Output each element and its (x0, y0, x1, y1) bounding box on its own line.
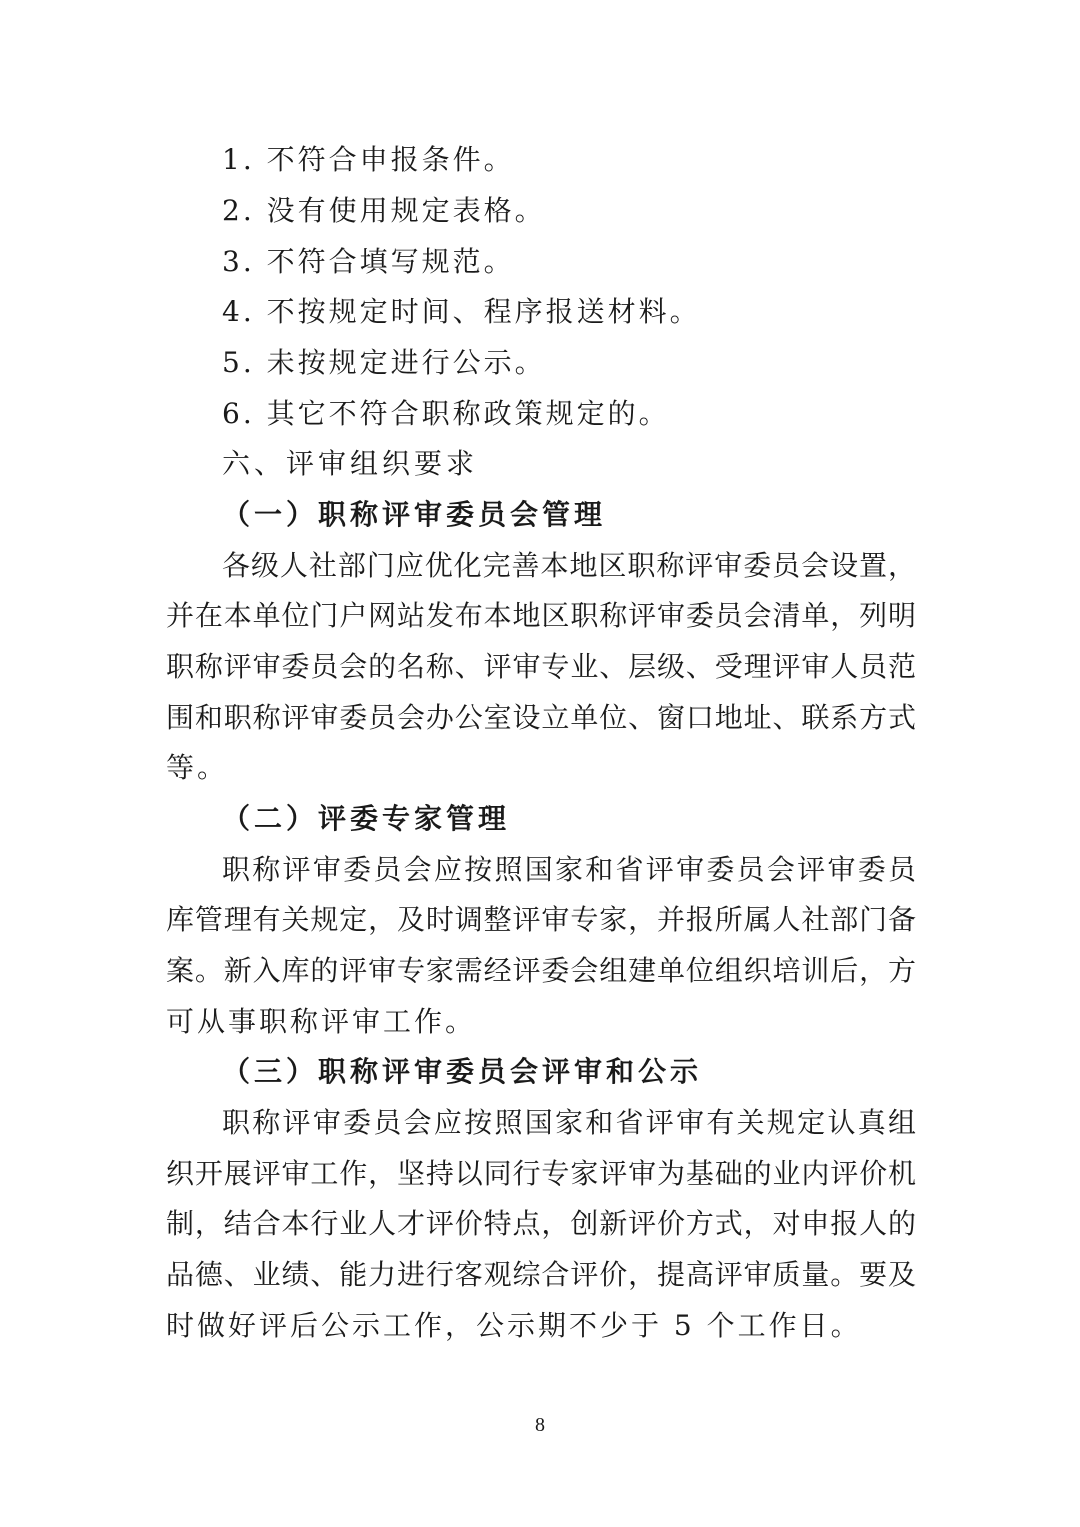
paragraph-1-line-5: 等。 (166, 751, 229, 784)
subsection-title-1: （一）职称评审委员会管理 (222, 498, 607, 531)
list-item-4: 4. 不按规定时间、程序报送材料。 (222, 295, 701, 328)
page-number: 8 (535, 1414, 545, 1436)
paragraph-3-line-5: 时做好评后公示工作，公示期不少于 5 个工作日。 (166, 1309, 862, 1342)
paragraph-1-line-4: 围和职称评审委员会办公室设立单位、窗口地址、联系方式 (166, 701, 916, 734)
list-item-2: 2. 没有使用规定表格。 (222, 194, 546, 227)
paragraph-3-line-3: 制，结合本行业人才评价特点，创新评价方式，对申报人的 (166, 1207, 916, 1240)
paragraph-3-line-4: 品德、业绩、能力进行客观综合评价，提高评审质量。要及 (166, 1258, 916, 1291)
paragraph-2-line-3: 案。新入库的评审专家需经评委会组建单位组织培训后，方 (166, 954, 916, 987)
paragraph-3-line-2: 织开展评审工作，坚持以同行专家评审为基础的业内评价机 (166, 1157, 916, 1190)
paragraph-3-line-1: 职称评审委员会应按照国家和省评审有关规定认真组 (222, 1106, 916, 1139)
list-item-6: 6. 其它不符合职称政策规定的。 (222, 397, 670, 430)
paragraph-1-line-3: 职称评审委员会的名称、评审专业、层级、受理评审人员范 (166, 650, 916, 683)
subsection-title-3: （三）职称评审委员会评审和公示 (222, 1055, 703, 1088)
paragraph-1-line-1: 各级人社部门应优化完善本地区职称评审委员会设置， (222, 549, 916, 582)
list-item-5: 5. 未按规定进行公示。 (222, 346, 546, 379)
section-heading: 六、评审组织要求 (222, 447, 479, 480)
subsection-title-2: （二）评委专家管理 (222, 802, 511, 835)
paragraph-1-line-2: 并在本单位门户网站发布本地区职称评审委员会清单，列明 (166, 599, 916, 632)
list-item-1: 1. 不符合申报条件。 (222, 143, 515, 176)
paragraph-2-line-2: 库管理有关规定，及时调整评审专家，并报所属人社部门备 (166, 903, 916, 936)
paragraph-2-line-4: 可从事职称评审工作。 (166, 1005, 477, 1038)
list-item-3: 3. 不符合填写规范。 (222, 245, 515, 278)
paragraph-2-line-1: 职称评审委员会应按照国家和省评审委员会评审委员 (222, 853, 916, 886)
